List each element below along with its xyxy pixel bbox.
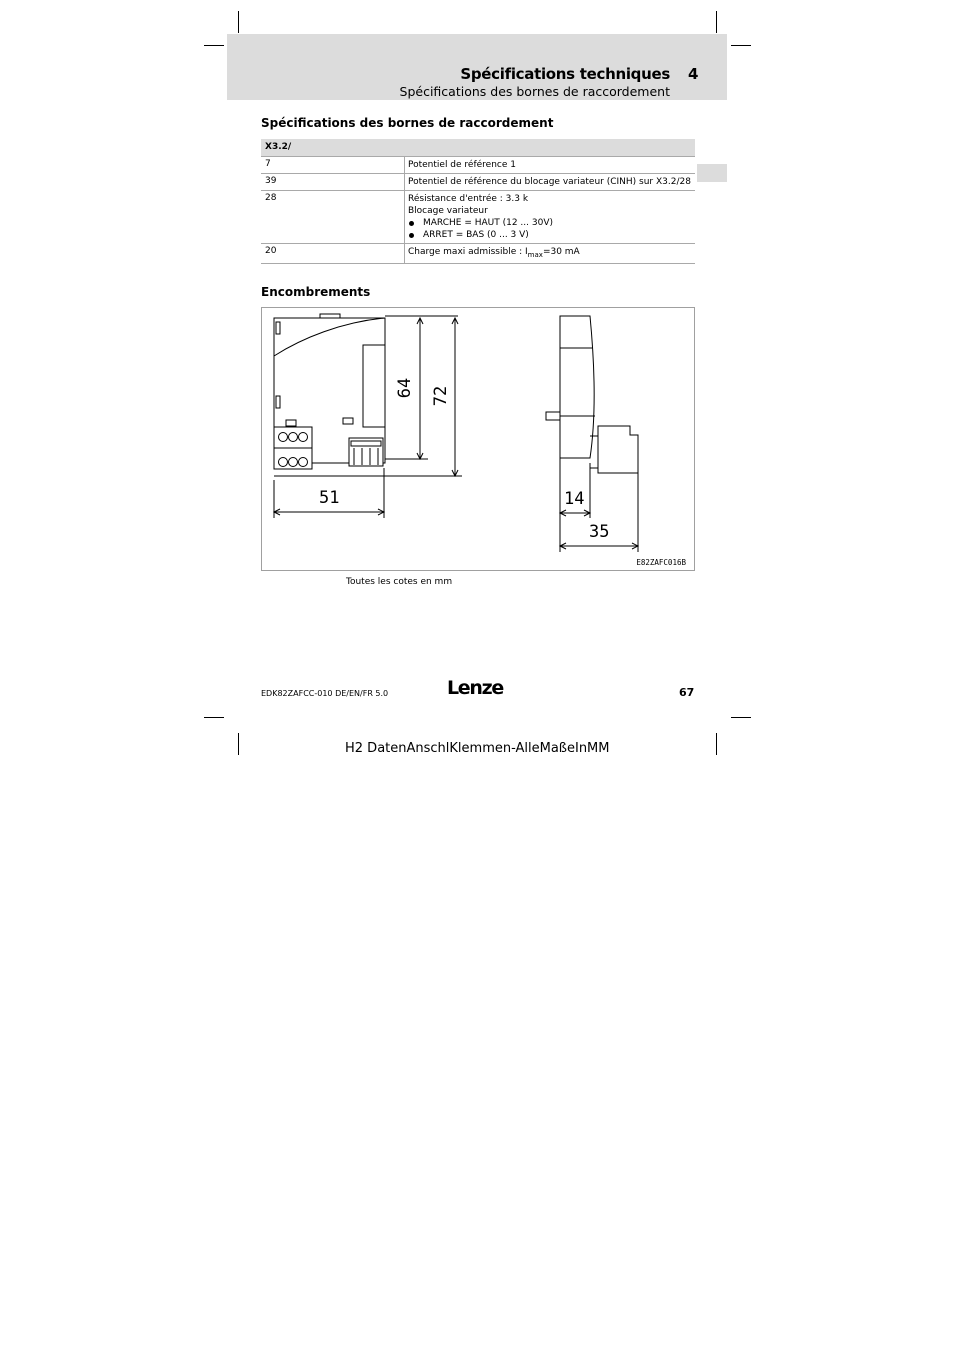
terminal-description: Potentiel de référence 1	[408, 160, 516, 170]
section-heading-dimensions: Encombrements	[261, 285, 371, 299]
figure-caption: Toutes les cotes en mm	[346, 577, 453, 587]
dimension-label: 64	[395, 377, 416, 399]
crop-mark	[716, 11, 717, 33]
lenze-logo: Lenze	[447, 677, 503, 699]
front-view-outline	[274, 314, 385, 469]
chapter-side-tab	[697, 164, 727, 182]
controller-inhibit-text: Blocage variateur	[408, 206, 488, 216]
dimension-label: 14	[564, 489, 585, 509]
crop-mark	[731, 45, 751, 46]
table-row	[261, 156, 695, 173]
terminal-description	[405, 191, 695, 243]
chapter-title: Spécifications techniques	[460, 65, 670, 83]
dimension-label: 72	[431, 385, 452, 407]
bullet-text: MARCHE = HAUT (12 ... 30V)	[423, 218, 553, 228]
crop-mark	[731, 717, 751, 718]
crop-mark	[204, 717, 224, 718]
front-dimension-lines	[274, 316, 462, 518]
page-number: 67	[679, 686, 695, 699]
dimension-label: 51	[319, 488, 340, 508]
dimension-drawing	[261, 307, 695, 571]
bullet-icon	[409, 221, 414, 226]
table-row	[261, 243, 695, 264]
crop-mark	[204, 45, 224, 46]
terminal-number: 39	[261, 174, 405, 190]
table-row	[261, 190, 695, 243]
crop-mark	[238, 733, 239, 755]
crop-mark	[238, 11, 239, 33]
list-item	[408, 217, 695, 229]
terminal-spec-table	[261, 139, 695, 264]
bullet-icon	[409, 233, 414, 238]
file-label: H2 DatenAnschlKlemmen-AlleMaßeInMM	[345, 741, 610, 756]
list-item	[408, 229, 695, 241]
bullet-text: ARRET = BAS (0 ... 3 V)	[423, 230, 529, 240]
terminal-description: Potentiel de référence du blocage variateur (CINH) sur X3.2/28	[408, 177, 691, 187]
chapter-subtitle: Spécifications des bornes de raccordement	[399, 84, 670, 99]
terminal-number: 7	[261, 157, 405, 173]
input-resistance-text: Résistance d'entrée : 3.3 k	[408, 194, 529, 204]
terminal-number: 28	[261, 191, 405, 243]
terminal-description: Charge maxi admissible : $I_{max}=30$ mA	[408, 247, 580, 259]
table-row	[261, 173, 695, 190]
crop-mark	[716, 733, 717, 755]
side-view-outline	[546, 316, 638, 473]
chapter-number: 4	[688, 65, 699, 83]
table-header: X3.2/	[261, 139, 695, 156]
section-heading-terminals: Spécifications des bornes de raccordement	[261, 116, 554, 130]
terminal-number: 20	[261, 244, 405, 263]
document-id: EDK82ZAFCC-010 DE/EN/FR 5.0	[261, 689, 389, 698]
dimension-label: 35	[589, 522, 610, 542]
figure-code: E82ZAFC016B	[636, 558, 686, 567]
